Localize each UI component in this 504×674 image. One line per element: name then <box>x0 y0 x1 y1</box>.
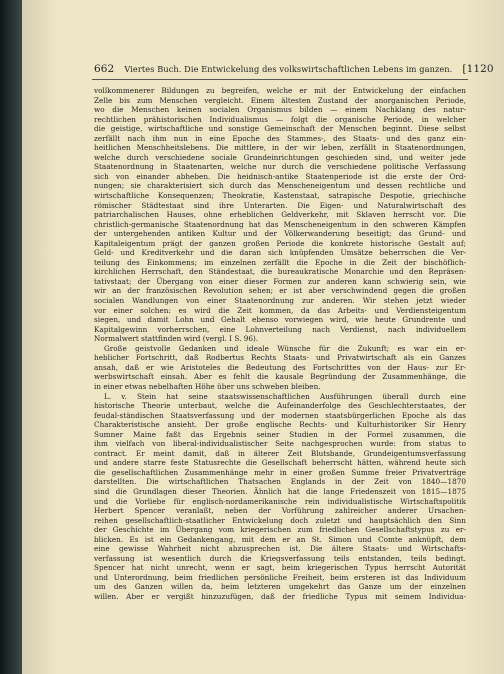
text-line: historische Theorie unterbaut, welche die Aufeinanderfolge des Geschlechterstaates, der <box>94 401 466 411</box>
text-line: L. v. Stein hat seine staatswissenschaftlichen Ausführungen überall durch eine <box>104 391 466 401</box>
text-line: nungen; sie charakterisiert sich durch das Menscheneigentum und dessen rechtliche und <box>94 181 466 191</box>
text-line: vollkommenerer Bildungen zu begreifen, welche er mit der Entwickelung der einfachen <box>94 86 466 95</box>
page-number: 662 <box>94 63 115 75</box>
text-line: die geistige, wirtschaftliche und sonstige Gemeinschaft der Menschen beginnt. Diese selbst <box>94 124 466 134</box>
text-line: der Geschichte im Übergang vom kriegerischen zum friedlichen Gesellschaftstypus zu er- <box>94 525 466 535</box>
text-line: wirtschaftliche Konsequenzen; Theokratie, Kastenstaat, satrapische Despotie, griechische <box>94 191 466 201</box>
text-line: Große geistvolle Gedanken und ideale Wünsche für die Zukunft; es war ein er- <box>104 343 466 353</box>
text-line: vor einer solchen: es wird die Zeit kommen, da das Arbeits- und Verdiensteigentum <box>94 305 466 315</box>
text-line: patriarchalischen Hauses, ohne erheblichen Geldverkehr, mit Sklaven herrscht vor. Die <box>94 210 466 220</box>
text-line: reihen gesellschaftlich-staatlicher Entwickelung doch zuletzt und hauptsächlich den Sinn <box>94 515 466 525</box>
text-line: eine gewisse Wahrheit nicht abzusprechen ist. Die ältere Staats- und Wirtschafts- <box>94 544 466 554</box>
text-line: sind die Grundlagen dieser Theorien. Ähnlich hat die lange Friedenszeit von 1815—1875 <box>94 486 466 496</box>
text-line: kirchlichen Herrschaft, den Ständestaat, die bureaukratische Monarchie und den Repräsen- <box>94 267 466 277</box>
text-line: siegen, und damit Lohn und Gehalt ebenso vorwiegen wird, wie heute Grundrente und <box>94 315 466 325</box>
text-line: welche durch verschiedene sociale Grundeinrichtungen geschieden sind, und weiter jede <box>94 152 466 162</box>
text-line: Charakteristische ansieht. Der große englische Rechts- und Kulturhistoriker Sir Henry <box>94 420 466 430</box>
section-number: [1120 <box>462 63 494 75</box>
text-line: die gesellschaftlichen Zusammenhänge mehr in einer großen Summe freier Privatverträge <box>94 467 466 477</box>
text-line: darstellten. Die wirtschaftlichen Thatsachen Englands in der Zeit von 1840—1870 <box>94 477 466 487</box>
text-line: verfassung ist wesentlich durch die Kriegsverfassung teils entstanden, teils bedingt. <box>94 553 466 563</box>
text-line: Sumner Maine faßt das Ergebnis seiner Studien in der Formel zusammen, die <box>94 429 466 439</box>
text-line: wo die Menschen keinen socialen Organismus bilden — einem Nachklang des natur- <box>94 105 466 115</box>
text-line: willen. Aber er vergißt hinzuzufügen, daß der friedliche Typus mit seinem Individua- <box>94 591 466 601</box>
text-line: teilung des Einkommens; im einzelnen zerfällt die Epoche in die Zeit der bischöflich- <box>94 257 466 267</box>
text-line: socialen Wandlungen von einer Staatenordnung zur anderen. Wir stehen jetzt wieder <box>94 296 466 306</box>
text-line: Geld- und Kreditverkehr und die daran sich knüpfenden Umsätze beherrschen die Ver- <box>94 248 466 258</box>
text-line: ansah, daß er wie Aristoteles die Bedeutung des Fortschrittes von der Haus- zur Er- <box>94 362 466 372</box>
text-line: der untergehenden antiken Kultur und der Völkerwanderung beseitigt; das Grund- und <box>94 229 466 239</box>
text-line: in einer etwas nebelhaften Höhe über uns schweben bleiben. <box>94 381 321 391</box>
header-rule <box>92 79 468 80</box>
text-line: und Unterordnung, beim friedlichen persönliche Freiheit, beim ersteren ist das Individuum <box>94 572 466 582</box>
text-line: Staatenordnung in Staatenarten, welche nur durch die verschiedene politische Verfassung <box>94 162 466 172</box>
text-line: blicken. Es ist ein Gedankengang, mit dem er an St. Simon und Comte anknüpft, dem <box>94 534 466 544</box>
text-line: um des Ganzen willen da, beim letzteren umgekehrt das Ganze um der einzelnen <box>94 582 466 592</box>
text-line: und andere starre feste Statusrechte die Gesellschaft beherrscht hätten, während heute sich <box>94 458 466 468</box>
text-line: Zelle bis zum Menschen vergleicht. Einem ältesten Zustand der anorganischen Periode, <box>94 95 466 105</box>
text-line: wir an der französischen Revolution sehen; er ist aber verschwindend gegen die großen <box>94 286 466 296</box>
page-header <box>94 63 494 75</box>
text-line: ihm vielfach von liberal-individualistischer Seite nachgesprochen wurde: from status to <box>94 439 466 449</box>
text-line: und die Vorliebe für englisch-nordamerikanische rein individualistische Wirtschaftspolitik <box>94 496 466 506</box>
text-line: zerfällt nach ihm nun in eine Epoche des Stammes-, des Staats- und des ganz ein- <box>94 133 466 143</box>
text-line: Herbert Spencer veranlaßt, neben der Vorführung zahlreicher anderer Ursachen- <box>94 506 466 516</box>
text-line: Spencer hat nicht unrecht, wenn er sagt, beim kriegerischen Typus herrscht Autorität <box>94 563 466 573</box>
text-line: tativstaat; der Übergang von einer dieser Formen zur anderen kann schwierig sein, wie <box>94 276 466 286</box>
text-line: heblicher Fortschritt, daß Rodbertus Rechts Staats- und Privatwirtschaft als ein Ganzes <box>94 353 466 363</box>
running-title: Viertes Buch. Die Entwickelung des volkswirtschaftlichen Lebens im ganzen. <box>124 64 453 74</box>
text-line: heitlichen Menschheitslebens. Die mittlere, in der wir leben, zerfällt in Staatenordnungen, <box>94 143 466 153</box>
text-line: Kapitaleigentum prägt der ganzen großen Periode die konkrete historische Gestalt auf; <box>94 238 466 248</box>
text-line: sich von einander abheben. Die heidnisch-antike Staatenperiode ist die erste der Ord- <box>94 171 466 181</box>
text-line: christlich-germanische Staatenordnung hat das Menscheneigentum in den schweren Kämpfen <box>94 219 466 229</box>
text-line: römischer Städtestaat sind ihre Unterarten. Die Eigen- und Naturalwirtschaft des <box>94 200 466 210</box>
text-line: contract. Er meint damit, daß in älterer Zeit Blutsbande, Grundeigentumsverfassung <box>94 448 466 458</box>
body-text <box>94 86 466 602</box>
text-line: Normalwert stattfinden wird (vergl. I S. 96). <box>94 334 259 344</box>
text-line: feudal-ständischen Staatsverfassung und der modernen staatsbürgerlichen Epoche als das <box>94 410 466 420</box>
text-line: Kapitalgewinn vorherrschen, eine Lohnverteilung nach Verdienst, nach individuellem <box>94 324 466 334</box>
text-line: werbswirtschaft einsah. Aber es fehlt die kausale Begründung der Zusammenhänge, die <box>94 372 466 382</box>
text-line: rechtlichen prähistorischen Individualismus — folgt die organische Periode, in welcher <box>94 114 466 124</box>
book-binding-edge <box>0 0 22 674</box>
